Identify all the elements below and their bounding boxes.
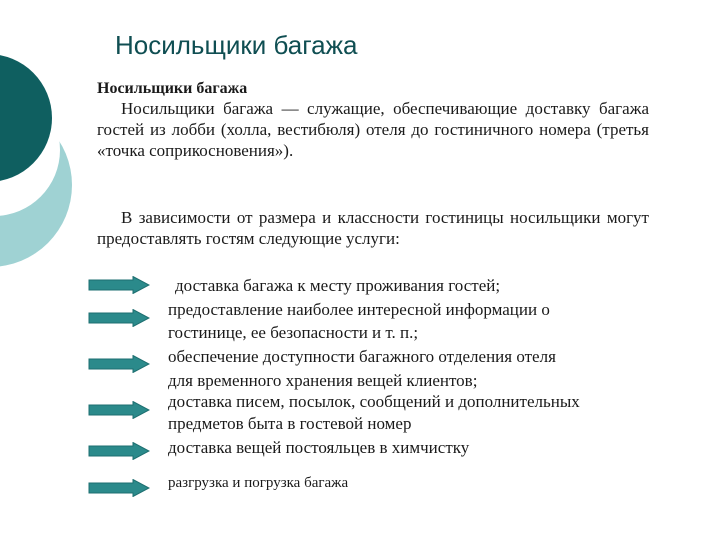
service-item-dry-cleaning: доставка вещей постояльцев в химчистку xyxy=(168,438,470,457)
document-paragraph-definition: Носильщики багажа — служащие, обеспечивающие доставку багажа гостей из лобби (холла, вестибюля) отеля до гостиничного номера (третья «точка соприкосновения»). xyxy=(97,99,649,160)
right-arrow-icon xyxy=(88,309,150,327)
service-item-information: предоставление наиболее интересной информации о xyxy=(168,300,550,319)
service-item-loading: разгрузка и погрузка багажа xyxy=(168,475,349,491)
slide-title: Носильщики багажа xyxy=(115,30,358,60)
service-item-storage-cont: для временного хранения вещей клиентов; xyxy=(168,371,478,390)
right-arrow-icon xyxy=(88,355,150,373)
service-item-information-cont: гостинице, ее безопасности и т. п.; xyxy=(168,323,419,342)
service-item-baggage-delivery: доставка багажа к месту проживания гостей; xyxy=(175,276,501,295)
document-heading: Носильщики багажа xyxy=(97,80,248,97)
decorative-circles xyxy=(0,0,80,300)
service-item-mail-delivery: доставка писем, посылок, сообщений и дополнительных xyxy=(168,392,580,411)
right-arrow-icon xyxy=(88,442,150,460)
right-arrow-icon xyxy=(88,276,150,294)
right-arrow-icon xyxy=(88,479,150,497)
service-item-storage: обеспечение доступности багажного отделения отеля xyxy=(168,347,556,366)
document-paragraph-services-intro: В зависимости от размера и классности гостиницы носильщики могут предоставлять гостям следующие услуги: xyxy=(97,208,649,248)
right-arrow-icon xyxy=(88,401,150,419)
service-item-mail-delivery-cont: предметов быта в гостевой номер xyxy=(168,414,412,433)
